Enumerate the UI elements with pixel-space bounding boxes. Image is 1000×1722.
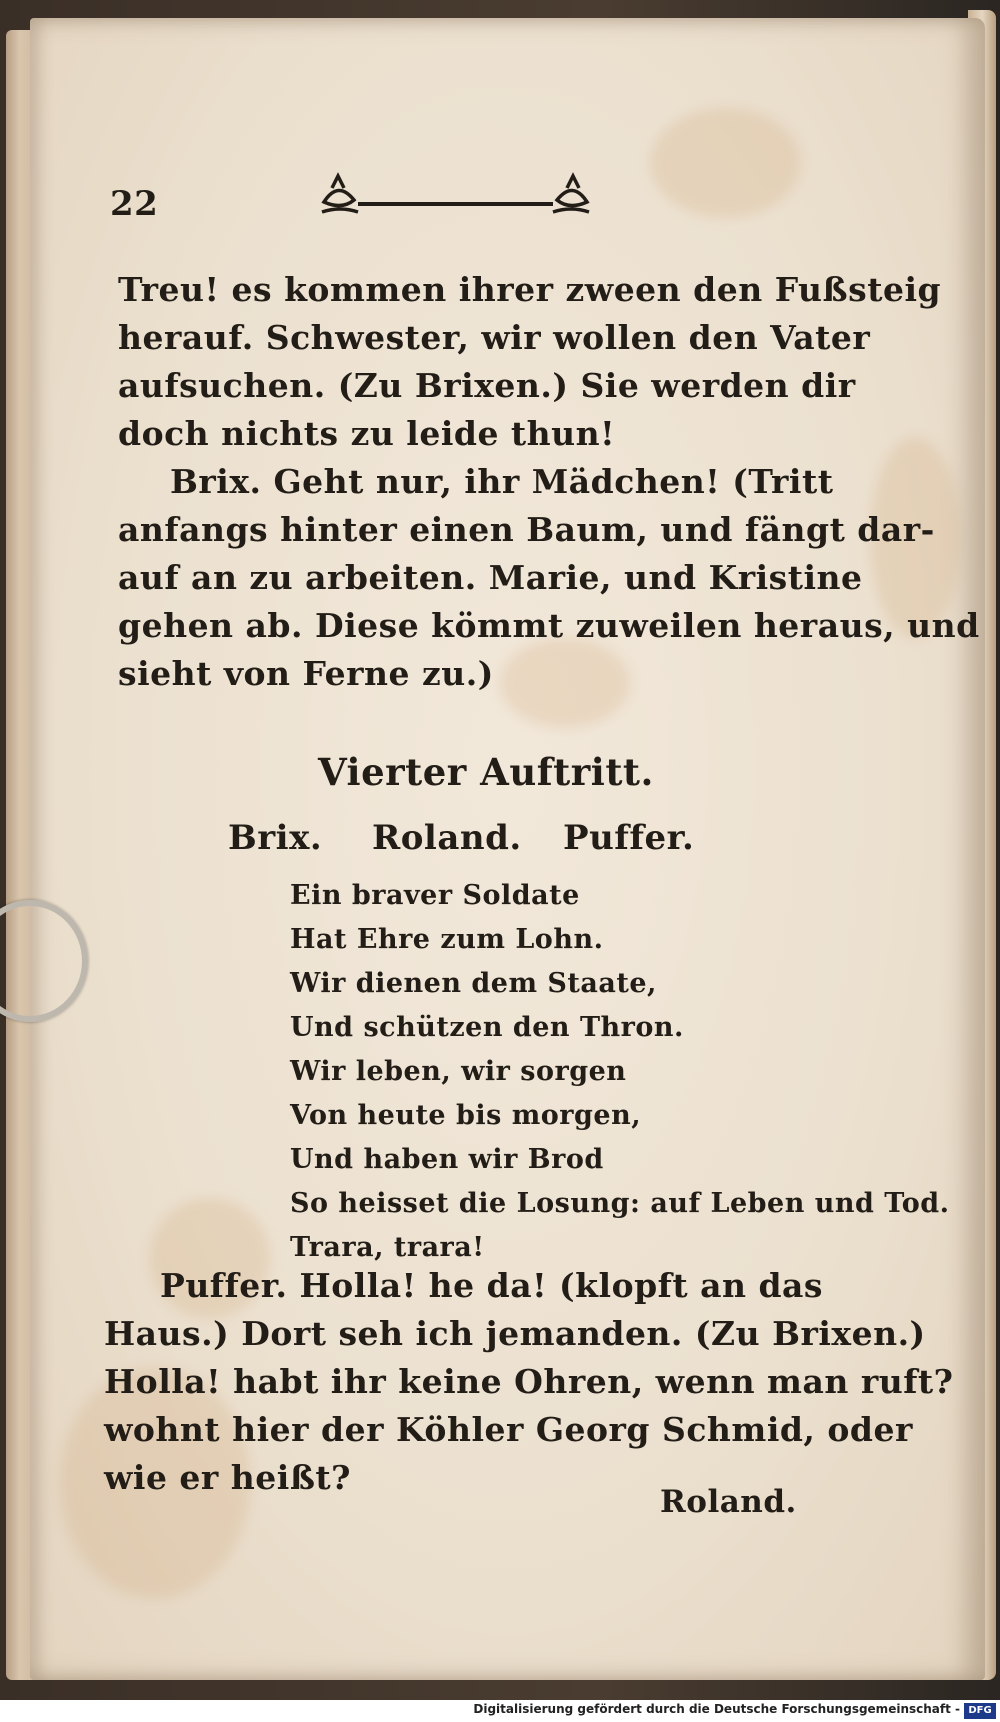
prose-line: doch nichts zu leide thun! bbox=[118, 414, 616, 453]
dfg-logo: DFG bbox=[964, 1703, 996, 1719]
catchword: Roland. bbox=[660, 1484, 797, 1520]
song-line: Wir dienen dem Staate, bbox=[290, 968, 657, 999]
prose-line: Brix. Geht nur, ihr Mädchen! (Tritt bbox=[170, 462, 834, 501]
header-ornament-icon bbox=[318, 172, 593, 222]
song-line: Ein braver Soldate bbox=[290, 880, 580, 911]
song-line: So heisset die Losung: auf Leben und Tod. bbox=[290, 1188, 950, 1219]
prose-line: Haus.) Dort seh ich jemanden. (Zu Brixen.) bbox=[104, 1314, 926, 1353]
prose-line: herauf. Schwester, wir wollen den Vater bbox=[118, 318, 871, 357]
prose-line: Holla! habt ihr keine Ohren, wenn man ruft? bbox=[104, 1362, 954, 1401]
prose-line: anfangs hinter einen Baum, und fängt dar- bbox=[118, 510, 935, 549]
scene-heading: Vierter Auftritt. bbox=[318, 750, 654, 794]
song-line: Und haben wir Brod bbox=[290, 1144, 604, 1175]
song-line: Und schützen den Thron. bbox=[290, 1012, 684, 1043]
cast-member: Puffer. bbox=[563, 818, 695, 858]
cast-member: Brix. bbox=[228, 818, 323, 858]
song-line: Von heute bis morgen, bbox=[290, 1100, 642, 1131]
prose-line: auf an zu arbeiten. Marie, und Kristine bbox=[118, 558, 863, 597]
footer-credit: Digitalisierung gefördert durch die Deutsche Forschungsgemeinschaft - bbox=[473, 1702, 960, 1716]
song-line: Hat Ehre zum Lohn. bbox=[290, 924, 604, 955]
prose-line: wohnt hier der Köhler Georg Schmid, oder bbox=[104, 1410, 913, 1449]
prose-line: wie er heißt? bbox=[104, 1458, 351, 1497]
prose-line: Treu! es kommen ihrer zween den Fußsteig bbox=[118, 270, 942, 309]
song-line: Trara, trara! bbox=[290, 1232, 485, 1263]
page-number: 22 bbox=[110, 184, 159, 224]
prose-line: gehen ab. Diese kömmt zuweilen heraus, und bbox=[118, 606, 980, 645]
song-line: Wir leben, wir sorgen bbox=[290, 1056, 627, 1087]
paper-stain bbox=[650, 108, 800, 218]
prose-line: sieht von Ferne zu.) bbox=[118, 654, 494, 693]
cast-member: Roland. bbox=[372, 818, 522, 858]
prose-line: Puffer. Holla! he da! (klopft an das bbox=[160, 1266, 823, 1305]
prose-line: aufsuchen. (Zu Brixen.) Sie werden dir bbox=[118, 366, 856, 405]
paper-stain bbox=[500, 638, 630, 728]
